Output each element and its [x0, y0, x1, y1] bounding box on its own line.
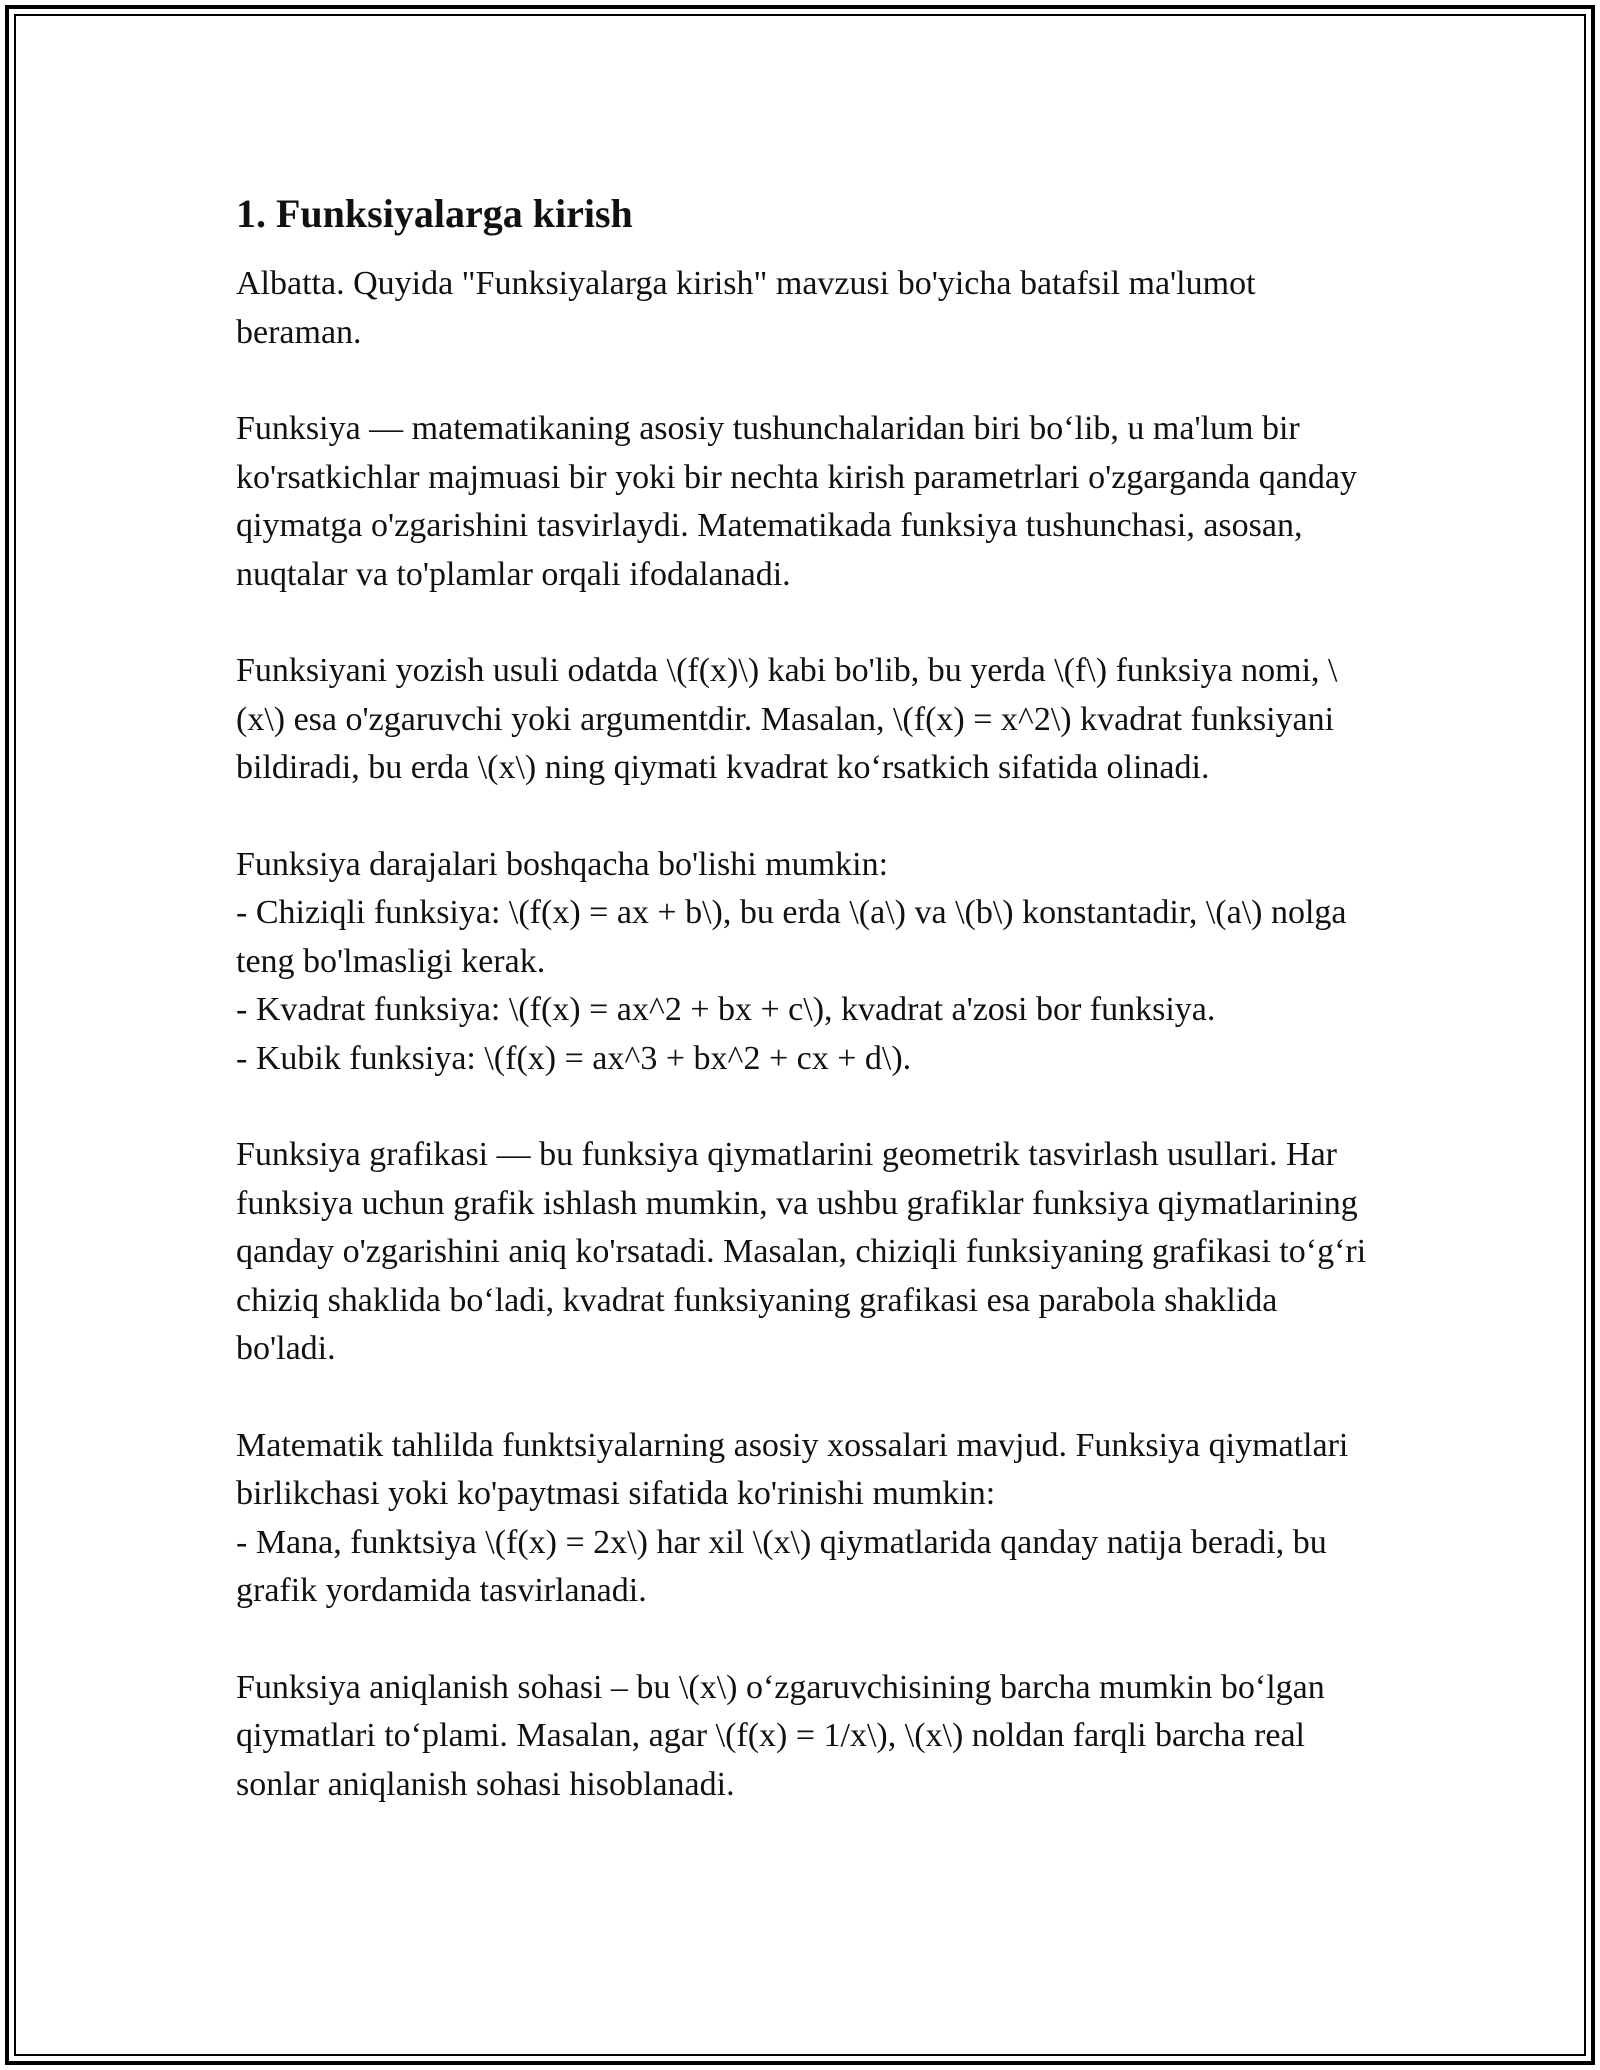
- paragraph-definition: [236, 405, 1376, 599]
- paragraph-line: Albatta. Quyida "Funksiyalarga kirish" mavzusi bo'yicha batafsil ma'lumot beraman.: [236, 265, 1256, 351]
- list-item: - Kubik funksiya: \(f(x) = ax^3 + bx^2 + cx + d\).: [236, 1039, 912, 1077]
- list-item: - Kvadrat funksiya: \(f(x) = ax^2 + bx + c\), kvadrat a'zosi bor funksiya.: [236, 991, 1216, 1028]
- paragraph-domain: [236, 1664, 1376, 1810]
- paragraph-line: Funksiya grafikasi — bu funksiya qiymatlarini geometrik tasvirlash usullari. Har funksiya uchun grafik ishlash mumkin, va ushbu grafiklar funksiya qiymatlarining qanday o'zgarishini aniq ko'rsatadi. Masalan, chiziqli funksiyaning grafikasi to‘g‘ri chiziq shaklida bo‘ladi, kvadrat funksiyaning grafikasi esa parabola shaklida bo'ladi.: [236, 1136, 1367, 1367]
- list-item: - Chiziqli funksiya: \(f(x) = ax + b\), bu erda \(a\) va \(b\) konstantadir, \(a\) nolga teng bo'lmasligi kerak.: [236, 894, 1347, 980]
- document-title: 1. Funksiyalarga kirish: [236, 191, 633, 236]
- paragraph-notation: [236, 647, 1376, 793]
- paragraph-properties: [236, 1422, 1376, 1616]
- paragraph-line: Funksiyani yozish usuli odatda \(f(x)\) kabi bo'lib, bu yerda \(f\) funksiya nomi, \(x\) esa o'zgaruvchi yoki argumentdir. Masalan, \(f(x) = x^2\) kvadrat funksiyani bildiradi, bu erda \(x\) ning qiymati kvadrat ko‘rsatkich sifatida olinadi.: [236, 652, 1338, 786]
- paragraph-graph: [236, 1131, 1376, 1374]
- paragraph-line: Funksiya darajalari boshqacha bo'lishi mumkin:: [236, 845, 889, 883]
- paragraph-line: Funksiya — matematikaning asosiy tushunchalaridan biri bo‘lib, u ma'lum bir ko'rsatkichlar majmuasi bir yoki bir nechta kirish parametrlari o'zgarganda qanday qiymatga o'zgarishini tasvirlaydi. Matematikada funksiya tushunchasi, asosan, nuqtalar va to'plamlar orqali ifodalanadi.: [236, 410, 1357, 593]
- paragraph-line: Matematik tahlilda funktsiyalarning asosiy xossalari mavjud. Funksiya qiymatlari birlikchasi yoki ko'paytmasi sifatida ko'rinishi mumkin:: [236, 1426, 1349, 1512]
- paragraph-intro: [236, 260, 1376, 357]
- document-body: [236, 188, 1376, 1857]
- paragraph-line: Funksiya aniqlanish sohasi – bu \(x\) o‘zgaruvchisining barcha mumkin bo‘lgan qiymatlari to‘plami. Masalan, agar \(f(x) = 1/x\), \(x\) noldan farqli barcha real sonlar aniqlanish sohasi hisoblanadi.: [236, 1668, 1325, 1803]
- paragraph-function-types: [236, 841, 1376, 1084]
- list-item: - Mana, funktsiya \(f(x) = 2x\) har xil \(x\) qiymatlarida qanday natija beradi, bu grafik yordamida tasvirlanadi.: [236, 1523, 1327, 1609]
